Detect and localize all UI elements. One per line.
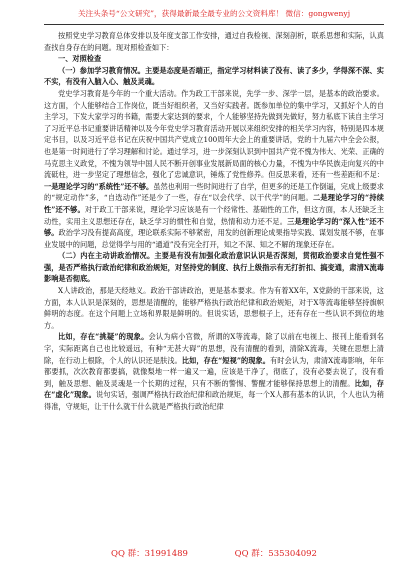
item2-text-c: 说句实话，强调严格执行政治纪律和政治规矩，每一个X人都有基本的认识，个人也认为稍得准，守规矩，让干什么就干什么就是严格执行政治纪律: [44, 390, 384, 411]
item2-paragraph-1: X人讲政治，那是天经地义。政治干部讲政治，更是基本要求。作为有着XX年，X党龄的干部来说，这方面，本人认识是深刻的，思想是清醒的，能够严格执行政治纪律和政治规矩，对于X等流毒能够坚持旗帜鲜明的态度。在这个问题上立场和界限是鲜明的。但说实话，思想根子上，还有存在一些认识不到位的地方。: [44, 286, 384, 330]
item1-point-three: 三是理论学习的“深入性”还不够。: [44, 216, 384, 238]
section-heading-review: 一、对照检查: [58, 54, 102, 64]
item1-text-c: 对于政工干部来说，理论学习应该是有一个经常性、基础性的工作，但这方面，本人还缺乏主动性，实用主义思想还存在，缺乏学习的惯性和自觉，热情和动力还不足。: [44, 204, 384, 226]
item1-text-a: 党史学习教育是今年的一个重大活动。作为政工干部来说，先学一步、深学一层，是基本的政治要求。这方面，个人能够结合工作岗位，既当好组织者，又当好实践者。既参加单位的集中学习，又抓好个人的自主学习，下发大家学习的书籍，需要大家达到的要求，个人能够坚持先做到先做好，努力私底下读自主学习了习近平总书记重要讲话精神以及今年党史学习教育活动开展以来组织安排的相关学习内容，特别是四本规定书目，以及习近平总书记在庆祝中国共产党成立100周年大会上的重要讲话，党的十九届六中全会公报，也是第一时间进行了学习理解和讨论。通过学习，进一步深刻认识到中国共产党不愧为伟大、光荣、正确的马克思主义政党，不愧为领导中国人民不断开创事业发展新局面的核心力量，不愧为中华民族走向复兴的中流砥柱，进一步坚定了理想信念，强化了忠诚意识，锤炼了党性修养。但反思来看，还有一些差距和不足：: [44, 88, 384, 180]
footer-qq-group-2: QQ 群：535304092: [234, 549, 317, 559]
item2-point-three: 比如，存在“虚化”现象。: [44, 378, 384, 400]
item2-text-a: 会认为病小官微，所谓的X等流毒，除了以前在电视上、报刊上能看到名字，实际距离自己也比较遥远，有种“无甚大碍”的思想，没有清醒的看到，清除X流毒，关键在思想上清除，在行动上根除，个人的认识还是肤浅。: [44, 332, 384, 365]
item2-paragraph-2: [44, 331, 384, 412]
item1-heading: （一）参加学习教育情况。主要是态度是否端正，指定学习材料读了没有、读了多少，学得深不深、实不实，有没有入脑入心、触及灵魂。: [44, 65, 384, 87]
item1-point-two: 二是理论学习的“持续性”还不够。: [44, 193, 384, 214]
item1-paragraph: [44, 88, 384, 250]
item2-point-two: 比如，存在“短视”的现象。: [181, 355, 271, 365]
page-footer: [44, 546, 384, 562]
item1-text-b: 虽然也利用一些时间进行了自学，但更多的还是工作倒逼，完成上级要求的“规定动作”多，“自选动作”还是少了一些，存在“以会代学、以干代学”的问题。: [44, 181, 384, 203]
document-body: [44, 30, 384, 540]
header-divider: [44, 24, 384, 25]
item1-text-d: 政治学习没有提高高度，理论联系实际不够紧密，用发的创新理论成果指导实践、谋划发展不够，在事业发展中的问题，总觉得学与用的“通道”没有完全打开，知之不深、知之不解的现象还存在。: [44, 228, 384, 249]
footer-qq-group-1: QQ 群：31991489: [111, 549, 188, 559]
item2-point-one: 比如，存在“挑疑”的现象。: [58, 332, 149, 342]
item1-point-one: 一是理论学习的“系统性”还不够。: [44, 181, 154, 191]
item2-heading: （二）内在主动讲政治情况。主要是有没有加强化政治意识认识是否深刻，贯彻政治要求自觉性强不强，是否严格执行政治纪律和政治规矩，对坚持党的制度、执行上级指示有无打折扣、搞变通，肃清X流毒影响是否彻底。: [44, 251, 384, 284]
page-header-banner: 关注头条号“公文研究”，获得最新最全最专业的公文资料库！ 微信：gongwenyj: [77, 9, 351, 18]
intro-paragraph: 按照党史学习教育总体安排以及年度支部工作安排，通过自我检视、深刻剖析，联系思想和实际，认真查找自身存在的问题。现对照检查如下：: [44, 31, 384, 52]
item2-text-b: 有时会认为，肃清X流毒影响，年年都要抓，次次教育都要搞，就像梨地一样一遍又一遍，应该是干净了，彻底了，没有必要去说了，没有看到，触及思想、触及灵魂是一个长期的过程，只有不断的警惕、警醒才能够保持思想上的清醒。: [44, 355, 384, 388]
